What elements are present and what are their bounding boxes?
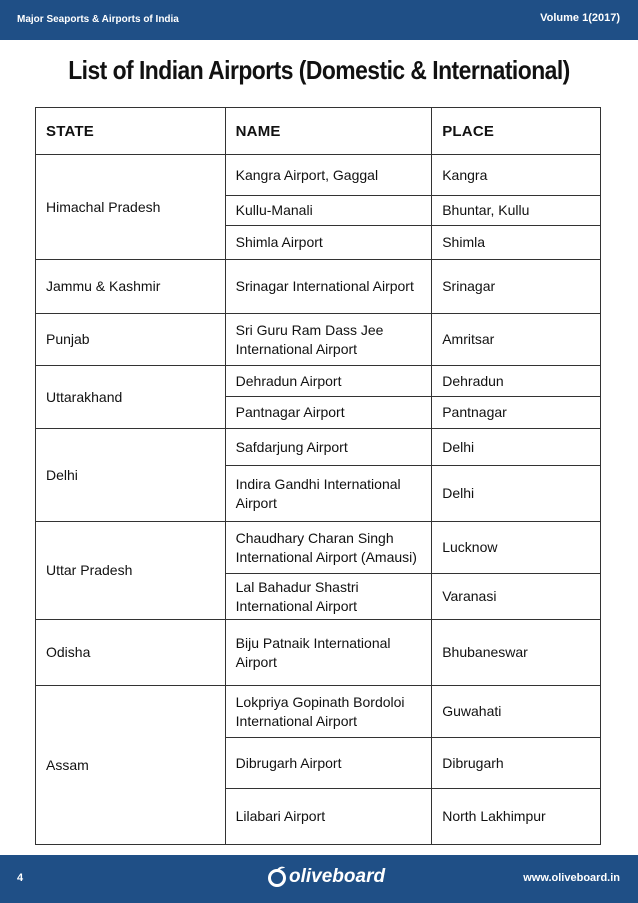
table-row	[36, 522, 601, 574]
header-doc-title: Major Seaports & Airports of India	[17, 14, 179, 25]
name-cell: Safdarjung Airport	[225, 429, 432, 466]
place-cell: Amritsar	[432, 314, 601, 366]
column-header-state: STATE	[36, 108, 226, 155]
place-cell: Varanasi	[432, 574, 601, 620]
place-cell: Pantnagar	[432, 397, 601, 429]
column-header-place: PLACE	[432, 108, 601, 155]
name-cell: Dibrugarh Airport	[225, 738, 432, 789]
state-cell: Assam	[36, 686, 226, 845]
state-cell: Uttar Pradesh	[36, 522, 226, 620]
table-row	[36, 155, 601, 196]
brand-name: oliveboard	[289, 866, 386, 887]
name-cell: Lal Bahadur Shastri International Airport	[225, 574, 432, 620]
website-link[interactable]: www.oliveboard.in	[523, 872, 620, 884]
name-cell: Dehradun Airport	[225, 366, 432, 397]
olive-logo-icon	[266, 866, 288, 888]
place-cell: Delhi	[432, 466, 601, 522]
state-cell: Delhi	[36, 429, 226, 522]
page-title: List of Indian Airports (Domestic & International)	[68, 55, 570, 85]
table-row	[36, 686, 601, 738]
name-cell: Lilabari Airport	[225, 789, 432, 845]
name-cell: Kullu-Manali	[225, 196, 432, 226]
table-row	[36, 314, 601, 366]
name-cell: Indira Gandhi International Airport	[225, 466, 432, 522]
name-cell: Sri Guru Ram Dass Jee International Airport	[225, 314, 432, 366]
table-row	[36, 429, 601, 466]
name-cell: Lokpriya Gopinath Bordoloi International Airport	[225, 686, 432, 738]
table-row	[36, 260, 601, 314]
page-number: 4	[17, 872, 24, 884]
place-cell: Srinagar	[432, 260, 601, 314]
column-header-name: NAME	[225, 108, 432, 155]
name-cell: Biju Patnaik International Airport	[225, 620, 432, 686]
table-row	[36, 620, 601, 686]
place-cell: Guwahati	[432, 686, 601, 738]
place-cell: Dehradun	[432, 366, 601, 397]
state-cell: Himachal Pradesh	[36, 155, 226, 260]
place-cell: Delhi	[432, 429, 601, 466]
state-cell: Jammu & Kashmir	[36, 260, 226, 314]
place-cell: Dibrugarh	[432, 738, 601, 789]
place-cell: North Lakhimpur	[432, 789, 601, 845]
header-bar	[0, 0, 638, 40]
footer-bar	[0, 855, 638, 903]
name-cell: Chaudhary Charan Singh International Airport (Amausi)	[225, 522, 432, 574]
place-cell: Lucknow	[432, 522, 601, 574]
state-cell: Punjab	[36, 314, 226, 366]
place-cell: Bhubaneswar	[432, 620, 601, 686]
state-cell: Odisha	[36, 620, 226, 686]
table-header-row	[36, 108, 601, 155]
brand-logo	[266, 866, 385, 888]
airports-table	[35, 107, 601, 845]
place-cell: Bhuntar, Kullu	[432, 196, 601, 226]
state-cell: Uttarakhand	[36, 366, 226, 429]
place-cell: Kangra	[432, 155, 601, 196]
place-cell: Shimla	[432, 226, 601, 260]
table-row	[36, 366, 601, 397]
name-cell: Srinagar International Airport	[225, 260, 432, 314]
name-cell: Kangra Airport, Gaggal	[225, 155, 432, 196]
name-cell: Shimla Airport	[225, 226, 432, 260]
name-cell: Pantnagar Airport	[225, 397, 432, 429]
header-volume: Volume 1(2017)	[540, 12, 620, 24]
